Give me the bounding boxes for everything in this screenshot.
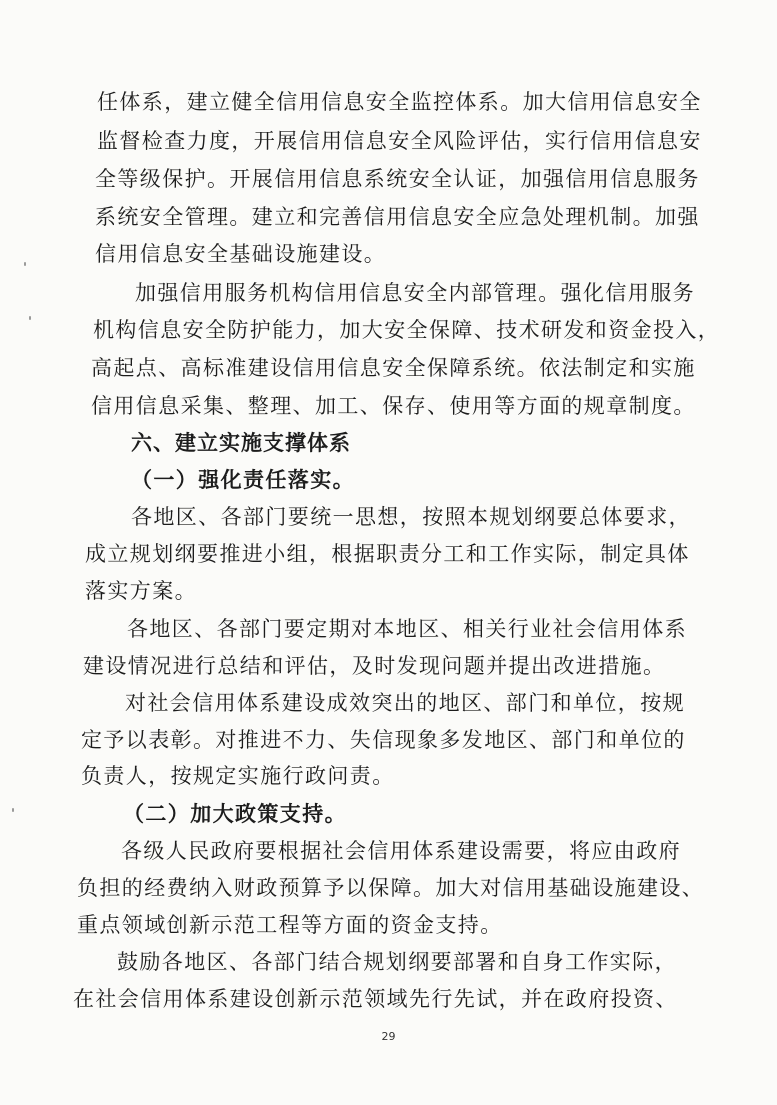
- text-line-16: 建设情况进行总结和评估，及时发现问题并提出改进措施。: [83, 654, 666, 678]
- text-line-7: 机构信息安全防护能力，加大安全保障、技术研发和资金投入，: [93, 318, 721, 342]
- scan-speck: [12, 808, 14, 812]
- paragraph-start-line: 各地区、各部门要定期对本地区、相关行业社会信用体系: [127, 617, 687, 641]
- paragraph-start-line: 对社会信用体系建设成效突出的地区、部门和单位，按规: [125, 691, 685, 715]
- text-line-4: 系统安全管理。建立和完善信用信息安全应急处理机制。加强: [95, 205, 700, 229]
- text-line-22: 负担的经费纳入财政预算予以保障。加大对信用基础设施建设、: [77, 876, 705, 900]
- text-line-5: 信用信息安全基础设施建设。: [95, 242, 387, 266]
- section-heading: 六、建立实施支撑体系: [131, 431, 351, 455]
- text-line-19: 负责人，按规定实施行政问责。: [81, 764, 395, 788]
- text-line-13: 成立规划纲要推进小组，根据职责分工和工作实际，制定具体: [85, 542, 690, 566]
- text-line-9: 信用信息采集、整理、加工、保存、使用等方面的规章制度。: [91, 394, 696, 418]
- text-line-25: 在社会信用体系建设创新示范领域先行先试，并在政府投资、: [73, 987, 678, 1011]
- text-line-2: 监督检查力度，开展信用信息安全风险评估，实行信用信息安: [97, 129, 702, 153]
- subsection-heading-2: （二）加大政策支持。: [123, 801, 347, 826]
- paragraph-start-line: 各地区、各部门要统一思想，按照本规划纲要总体要求，: [131, 505, 691, 529]
- scan-speck: [29, 316, 31, 320]
- scan-speck: [24, 262, 26, 266]
- paragraph-start-line: 加强信用服务机构信用信息安全内部管理。强化信用服务: [135, 281, 695, 305]
- text-line-14: 落实方案。: [85, 579, 197, 603]
- text-line-23: 重点领域创新示范工程等方面的资金支持。: [77, 913, 503, 937]
- paragraph-start-line: 鼓励各地区、各部门结合规划纲要部署和自身工作实际，: [117, 950, 677, 974]
- paragraph-start-line: 各级人民政府要根据社会信用体系建设需要，将应由政府: [121, 839, 681, 863]
- text-line-8: 高起点、高标准建设信用信息安全保障系统。依法制定和实施: [91, 356, 696, 380]
- text-line-3: 全等级保护。开展信用信息系统安全认证，加强信用信息服务: [95, 167, 700, 191]
- text-line-1: 任体系，建立健全信用信息安全监控体系。加大信用信息安全: [97, 90, 702, 114]
- text-line-18: 定予以表彰。对推进不力、失信现象多发地区、部门和单位的: [81, 728, 686, 752]
- page-number: 29: [381, 1030, 396, 1043]
- subsection-heading-1: （一）强化责任落实。: [131, 467, 355, 492]
